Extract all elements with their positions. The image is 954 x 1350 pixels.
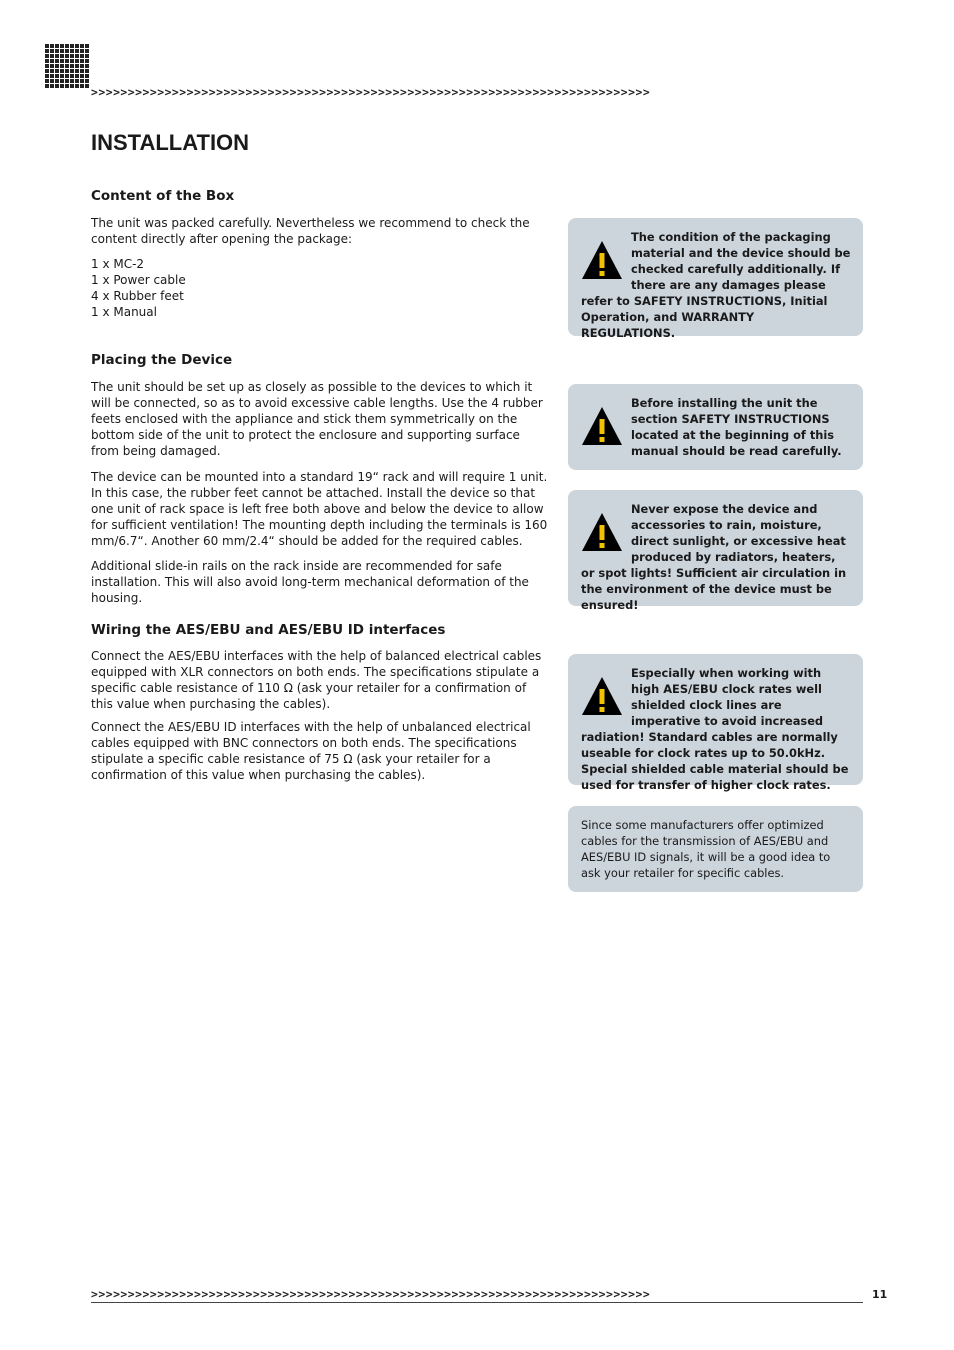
logo-dot — [75, 64, 79, 68]
logo-dot — [55, 79, 59, 83]
header-arrow-rule: >>>>>>>>>>>>>>>>>>>>>>>>>>>>>>>>>>>>>>>>>>>>>>>>>>>>>>>>>>>>>>>>>>>>>>>>>>>> — [91, 85, 651, 99]
logo-dot — [85, 64, 89, 68]
logo-dot — [55, 74, 59, 78]
logo-dot — [85, 74, 89, 78]
logo-dot — [70, 64, 74, 68]
logo-dot — [70, 84, 74, 88]
logo-dot — [65, 64, 69, 68]
logo-dot — [75, 49, 79, 53]
warning-triangle-icon — [581, 405, 623, 447]
logo-dot — [45, 44, 49, 48]
logo-dot — [80, 59, 84, 63]
logo-dot — [65, 54, 69, 58]
list-item: 1 x Power cable — [91, 273, 186, 287]
logo-dot — [60, 54, 64, 58]
placing-paragraph-2: The device can be mounted into a standard 19“ rack and will require 1 unit. In this case, the rubber feet cannot be attached. Install the device so that one unit of rack space is left free both above and below the device to allow for sufficient ventilation! The mounting depth including the terminals is 160 mm/6.7“. Another 60 mm/2.4“ should be added for the required cables. — [91, 470, 548, 548]
logo-dot — [65, 84, 69, 88]
logo-dot — [50, 44, 54, 48]
content-list — [91, 256, 186, 320]
logo-dot — [85, 49, 89, 53]
list-item: 4 x Rubber feet — [91, 289, 184, 303]
logo-dot — [65, 69, 69, 73]
warning-note-packaging — [568, 218, 863, 340]
logo-dot — [70, 74, 74, 78]
warning-triangle-icon — [581, 511, 623, 553]
logo-dot — [85, 79, 89, 83]
logo-dot — [75, 74, 79, 78]
logo-dot — [55, 64, 59, 68]
logo-dot — [45, 84, 49, 88]
info-text: Since some manufacturers offer optimized cables for the transmission of AES/EBU and AES/EBU ID signals, it will be a good idea to ask your retailer for specific cables. — [581, 818, 831, 880]
logo-dot — [80, 74, 84, 78]
logo-dot — [80, 84, 84, 88]
logo-dot — [60, 49, 64, 53]
logo-dot — [65, 79, 69, 83]
logo-dot — [50, 74, 54, 78]
warning-note-safety — [568, 384, 863, 470]
logo-dot — [85, 44, 89, 48]
logo-dot — [60, 64, 64, 68]
logo-dot — [85, 59, 89, 63]
page-title: INSTALLATION — [91, 130, 250, 155]
logo-dot — [60, 74, 64, 78]
logo-dot — [55, 84, 59, 88]
logo-dot — [80, 64, 84, 68]
logo-dot — [65, 74, 69, 78]
section-heading-content: Content of the Box — [91, 188, 235, 204]
logo-dot — [80, 54, 84, 58]
warning-text: Especially when working with high AES/EBU clock rates well shielded clock lines are imperative to avoid increased radiation! Standard cables are normally useable for clock rates up to 50.0kHz. Special shielded cable material should be used for transfer of higher clock rates. — [581, 666, 849, 792]
logo-dot — [50, 54, 54, 58]
footer-arrow-rule: >>>>>>>>>>>>>>>>>>>>>>>>>>>>>>>>>>>>>>>>>>>>>>>>>>>>>>>>>>>>>>>>>>>>>>>>>>>> — [91, 1287, 863, 1303]
logo-dot — [75, 54, 79, 58]
warning-text: Never expose the device and accessories to rain, moisture, direct sunlight, or excessive heat produced by radiators, heaters, or spot lights! Sufficient air circulation in the environment of the device must be ensured! — [581, 502, 847, 612]
info-note-cables — [568, 806, 863, 892]
logo-dot — [75, 44, 79, 48]
logo-dot — [65, 44, 69, 48]
logo-dot — [55, 69, 59, 73]
placing-paragraph-1: The unit should be set up as closely as possible to the devices to which it will be connected, so as to avoid excessive cable lengths. Use the 4 rubber feets enclosed with the appliance and stick them symmetrically on the bottom side of the unit to protect the enclosure and supporting surface from being damaged. — [91, 380, 543, 458]
warning-triangle-icon — [581, 239, 623, 281]
section-heading-placing: Placing the Device — [91, 352, 233, 368]
warning-text: Before installing the unit the section SAFETY INSTRUCTIONS located at the beginning of this manual should be read carefully. — [631, 396, 842, 458]
logo-dot — [80, 44, 84, 48]
list-item: 1 x Manual — [91, 305, 157, 319]
logo-dot — [45, 59, 49, 63]
logo-dot — [70, 49, 74, 53]
logo-dot — [70, 44, 74, 48]
logo-dot — [50, 69, 54, 73]
list-item: 1 x MC-2 — [91, 257, 145, 271]
logo-dot — [85, 84, 89, 88]
logo-dot — [45, 69, 49, 73]
wiring-paragraph-1: Connect the AES/EBU interfaces with the help of balanced electrical cables equipped with XLR connectors on both ends. The specifications stipulate a specific cable resistance of 110 Ω (ask your retailer for a confirmation of this value when purchasing the cables). — [91, 649, 542, 711]
logo-dot — [55, 54, 59, 58]
logo-dot — [60, 84, 64, 88]
warning-note-environment — [568, 490, 863, 612]
brand-dot-grid-logo — [45, 44, 89, 88]
warning-note-clock-lines — [568, 654, 863, 792]
logo-dot — [55, 59, 59, 63]
page-number: 11 — [872, 1288, 888, 1301]
logo-dot — [75, 69, 79, 73]
logo-dot — [75, 79, 79, 83]
logo-dot — [85, 69, 89, 73]
logo-dot — [60, 79, 64, 83]
logo-dot — [45, 49, 49, 53]
logo-dot — [70, 79, 74, 83]
logo-dot — [55, 49, 59, 53]
logo-dot — [65, 49, 69, 53]
logo-dot — [50, 49, 54, 53]
logo-dot — [70, 59, 74, 63]
logo-dot — [65, 59, 69, 63]
wiring-paragraph-2: Connect the AES/EBU ID interfaces with the help of unbalanced electrical cables equipped with BNC connectors on both ends. The specifications stipulate a specific cable resistance of 75 Ω (ask your retailer for a confirmation of this value when purchasing the cables). — [91, 720, 531, 782]
logo-dot — [50, 59, 54, 63]
warning-triangle-icon — [581, 675, 623, 717]
logo-dot — [70, 54, 74, 58]
logo-dot — [45, 74, 49, 78]
logo-dot — [45, 79, 49, 83]
logo-dot — [75, 59, 79, 63]
logo-dot — [85, 54, 89, 58]
logo-dot — [55, 44, 59, 48]
logo-dot — [80, 79, 84, 83]
warning-text: The condition of the packaging material and the device should be checked carefully additionally. If there are any damages please refer to SAFETY INSTRUCTIONS, Initial Operation, and WARRANTY REGULATIONS. — [581, 230, 851, 340]
logo-dot — [75, 84, 79, 88]
logo-dot — [50, 64, 54, 68]
logo-dot — [80, 49, 84, 53]
section-heading-wiring: Wiring the AES/EBU and AES/EBU ID interfaces — [91, 622, 446, 638]
logo-dot — [80, 69, 84, 73]
logo-dot — [50, 84, 54, 88]
logo-dot — [70, 69, 74, 73]
logo-dot — [60, 44, 64, 48]
logo-dot — [50, 79, 54, 83]
content-intro: The unit was packed carefully. Nevertheless we recommend to check the content directly after opening the package: — [91, 216, 530, 246]
logo-dot — [60, 59, 64, 63]
logo-dot — [60, 69, 64, 73]
placing-paragraph-3: Additional slide-in rails on the rack inside are recommended for safe installation. This will also avoid long-term mechanical deformation of the housing. — [91, 559, 529, 605]
logo-dot — [45, 64, 49, 68]
logo-dot — [45, 54, 49, 58]
